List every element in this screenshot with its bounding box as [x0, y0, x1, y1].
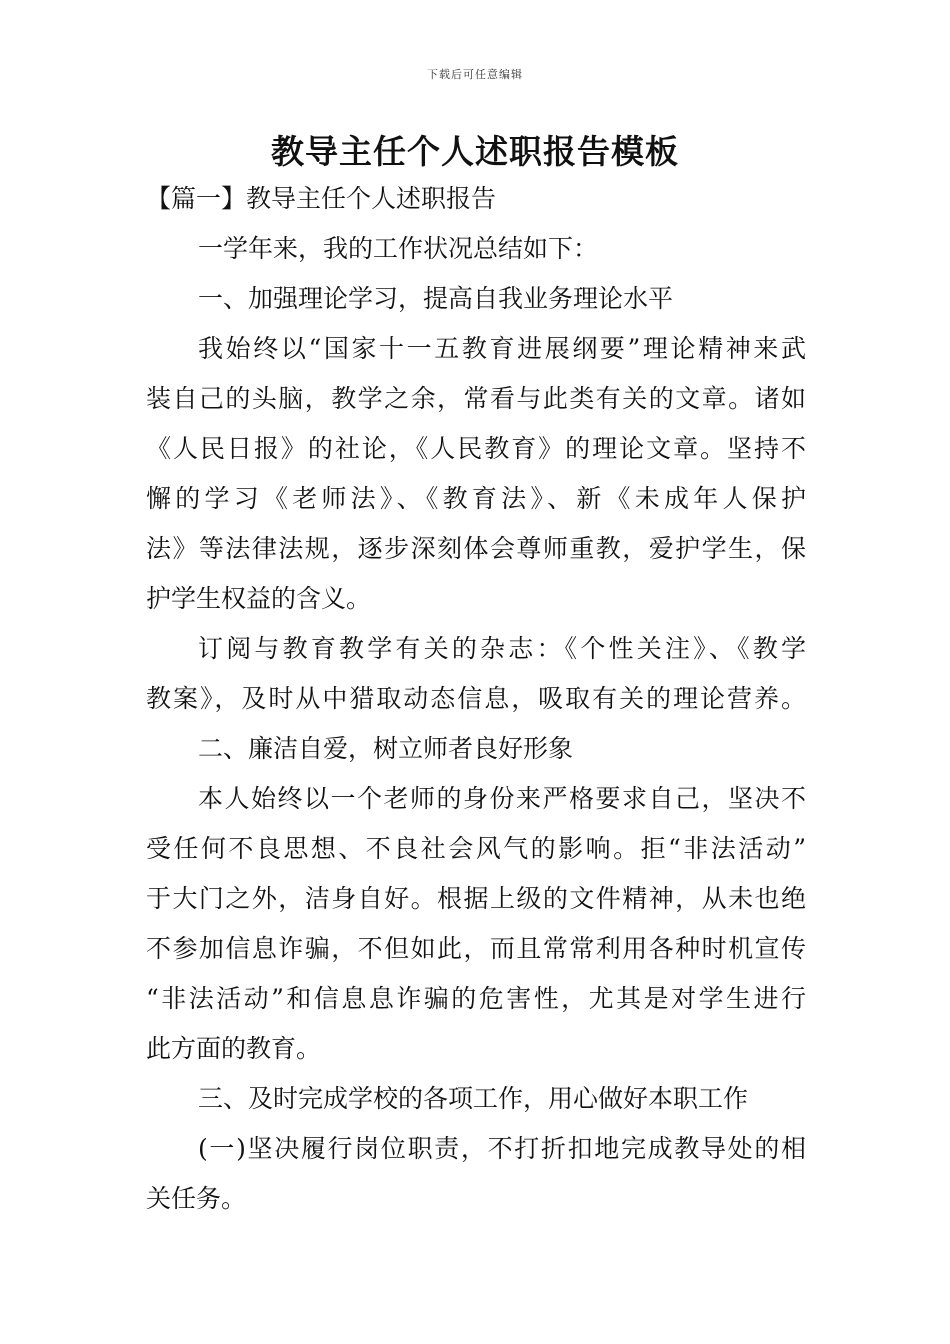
paragraph-line: 装自己的头脑，教学之余，常看与此类有关的文章。诸如: [146, 384, 806, 413]
paragraph-line: 不参加信息诈骗，不但如此，而且常常利用各种时机宣传: [146, 934, 806, 963]
paragraph-line: “非法活动”和信息息诈骗的危害性，尤其是对学生进行: [146, 984, 806, 1013]
paragraph-line: 我始终以“国家十一五教育进展纲要”理论精神来武: [198, 334, 806, 363]
paragraph-line: (一)坚决履行岗位职责，不打折扣地完成教导处的相: [198, 1134, 806, 1163]
document-body: [146, 174, 806, 1224]
document-title: 教导主任个人述职报告模板: [271, 132, 679, 171]
paragraph-line: 订阅与教育教学有关的杂志：《个性关注》、《教学: [198, 634, 806, 663]
paragraph-line: 护学生权益的含义。: [146, 584, 372, 613]
header-note: 下载后可任意编辑: [427, 68, 523, 81]
paragraph-line: 一学年来，我的工作状况总结如下：: [198, 234, 599, 263]
paragraph-line: 《人民日报》的社论，《人民教育》的理论文章。坚持不: [146, 434, 806, 463]
paragraph-line: 本人始终以一个老师的身份来严格要求自己，坚决不: [198, 784, 806, 813]
paragraph-line: 法》等法律法规，逐步深刻体会尊师重教，爱护学生，保: [146, 534, 806, 563]
paragraph-line: 关任务。: [146, 1184, 247, 1213]
paragraph-line: 受任何不良思想、不良社会风气的影响。拒“非法活动”: [146, 834, 806, 863]
paragraph-line: 此方面的教育。: [146, 1034, 322, 1063]
paragraph-line: 于大门之外，洁身自好。根据上级的文件精神，从未也绝: [146, 884, 806, 913]
section-heading: 【篇一】教导主任个人述职报告: [146, 184, 497, 213]
section-heading: 三、及时完成学校的各项工作，用心做好本职工作: [198, 1084, 749, 1113]
section-heading: 一、加强理论学习，提高自我业务理论水平: [198, 284, 674, 313]
paragraph-line: 懈的学习《老师法》、《教育法》、新《未成年人保护: [146, 484, 806, 513]
paragraph-line: 教案》，及时从中猎取动态信息，吸取有关的理论营养。: [146, 684, 806, 713]
section-heading: 二、廉洁自爱，树立师者良好形象: [198, 734, 574, 763]
